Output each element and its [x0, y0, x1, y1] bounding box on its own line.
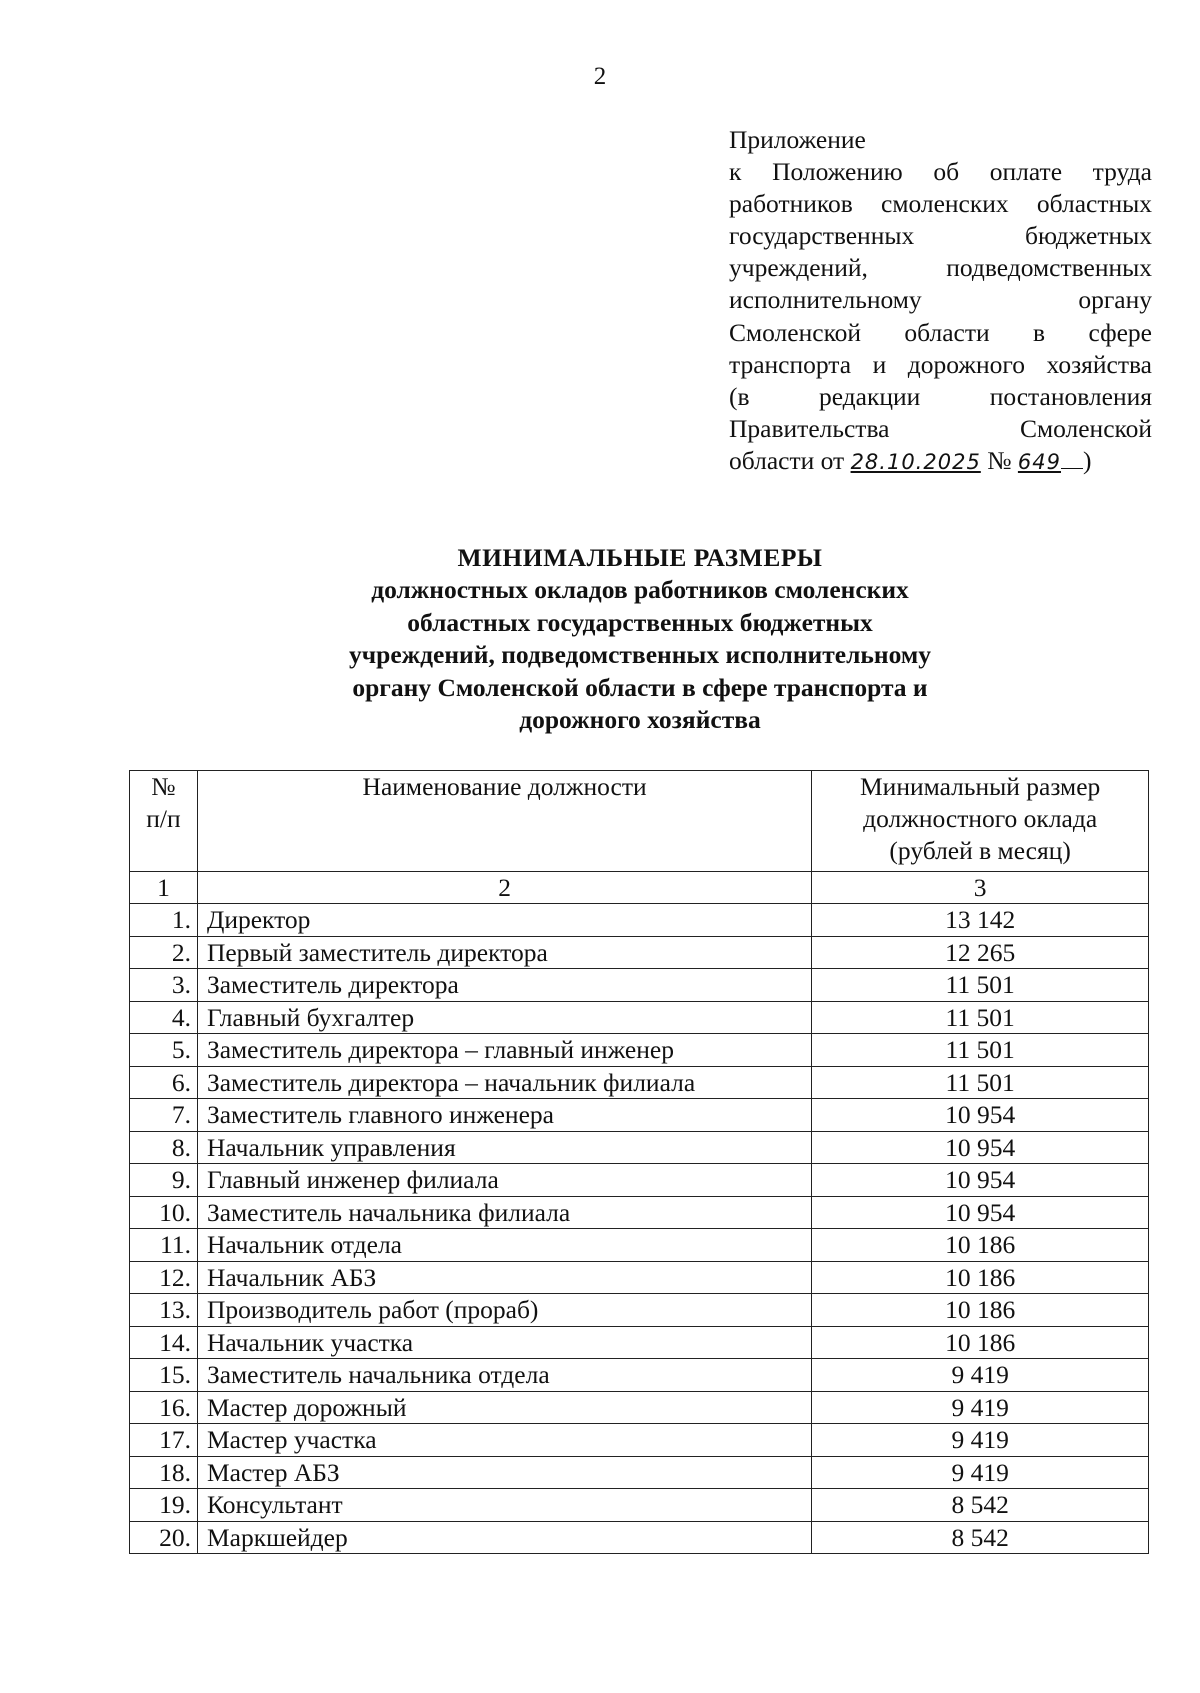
salary-cell: 10 954 — [812, 1164, 1149, 1197]
row-number-cell: 13. — [130, 1294, 198, 1327]
salary-cell: 13 142 — [812, 904, 1149, 937]
appendix-line: учреждений, подведомственных — [729, 253, 1152, 283]
salary-cell: 8 542 — [812, 1489, 1149, 1522]
table-row — [130, 1521, 1149, 1554]
page-number: 2 — [593, 63, 607, 90]
heading-line: дорожного хозяйства — [519, 705, 761, 735]
column-number: 2 — [197, 872, 811, 904]
row-number-cell: 20. — [130, 1521, 198, 1554]
table-row — [130, 969, 1149, 1002]
salary-cell: 8 542 — [812, 1521, 1149, 1554]
row-number-cell: 12. — [130, 1261, 198, 1294]
salary-cell: 11 501 — [812, 1001, 1149, 1034]
number-sign: № — [987, 445, 1012, 475]
position-cell: Первый заместитель директора — [197, 936, 811, 969]
column-number: 1 — [130, 872, 198, 904]
position-cell: Мастер участка — [197, 1424, 811, 1457]
header-position-label: Наименование должности — [362, 772, 647, 801]
position-cell: Заместитель директора – начальник филиала — [197, 1066, 811, 1099]
heading-line: органу Смоленской области в сфере транспорта и — [352, 672, 928, 702]
position-cell: Заместитель главного инженера — [197, 1099, 811, 1132]
heading-line: должностных окладов работников смоленских — [371, 575, 909, 605]
table-row — [130, 936, 1149, 969]
position-cell: Начальник управления — [197, 1131, 811, 1164]
appendix-block — [729, 124, 1152, 478]
position-cell: Начальник участка — [197, 1326, 811, 1359]
salary-cell: 9 419 — [812, 1391, 1149, 1424]
position-cell: Мастер АБЗ — [197, 1456, 811, 1489]
row-number-cell: 17. — [130, 1424, 198, 1457]
table-row — [130, 1294, 1149, 1327]
row-number-cell: 6. — [130, 1066, 198, 1099]
salary-cell: 10 954 — [812, 1099, 1149, 1132]
column-number: 3 — [812, 872, 1149, 904]
position-cell: Главный бухгалтер — [197, 1001, 811, 1034]
salary-cell: 10 186 — [812, 1294, 1149, 1327]
handwritten-date: 28.10.2025 — [850, 449, 981, 474]
row-number-cell: 9. — [130, 1164, 198, 1197]
column-number-row — [130, 872, 1149, 904]
header-salary-line1: Минимальный размер — [860, 772, 1101, 801]
position-cell: Заместитель директора – главный инженер — [197, 1034, 811, 1067]
appendix-line: работников смоленских областных — [729, 189, 1152, 219]
appendix-line: транспорта и дорожного хозяйства — [729, 349, 1152, 379]
position-cell: Заместитель директора — [197, 969, 811, 1002]
table-row — [130, 1001, 1149, 1034]
row-number-cell: 15. — [130, 1359, 198, 1392]
salary-cell: 10 186 — [812, 1326, 1149, 1359]
table-row — [130, 1131, 1149, 1164]
row-number-cell: 2. — [130, 936, 198, 969]
position-cell: Маркшейдер — [197, 1521, 811, 1554]
salary-cell: 11 501 — [812, 969, 1149, 1002]
position-cell: Главный инженер филиала — [197, 1164, 811, 1197]
header-num-line2: п/п — [146, 804, 181, 833]
table-row — [130, 1066, 1149, 1099]
table-row — [130, 1229, 1149, 1262]
position-cell: Директор — [197, 904, 811, 937]
salary-cell: 9 419 — [812, 1456, 1149, 1489]
appendix-date-line — [729, 445, 1152, 478]
position-cell: Производитель работ (прораб) — [197, 1294, 811, 1327]
position-cell: Заместитель начальника филиала — [197, 1196, 811, 1229]
number-underline — [1061, 446, 1083, 469]
table-row — [130, 1099, 1149, 1132]
heading-title: МИНИМАЛЬНЫЕ РАЗМЕРЫ — [457, 543, 823, 572]
row-number-cell: 8. — [130, 1131, 198, 1164]
salary-cell: 9 419 — [812, 1424, 1149, 1457]
table-row — [130, 904, 1149, 937]
handwritten-number: 649 — [1017, 449, 1061, 474]
table-row — [130, 1424, 1149, 1457]
heading-line: учреждений, подведомственных исполнительному — [349, 640, 931, 670]
row-number-cell: 18. — [130, 1456, 198, 1489]
header-num-line1: № — [151, 772, 176, 801]
header-salary — [812, 771, 1149, 872]
position-cell: Начальник АБЗ — [197, 1261, 811, 1294]
table-body — [130, 904, 1149, 1554]
table-row — [130, 1456, 1149, 1489]
table-row — [130, 1261, 1149, 1294]
table-row — [130, 1489, 1149, 1522]
salary-cell: 12 265 — [812, 936, 1149, 969]
row-number-cell: 7. — [130, 1099, 198, 1132]
salary-table — [129, 770, 1149, 1554]
row-number-cell: 11. — [130, 1229, 198, 1262]
salary-cell: 10 954 — [812, 1131, 1149, 1164]
salary-cell: 10 954 — [812, 1196, 1149, 1229]
header-position — [197, 771, 811, 872]
row-number-cell: 14. — [130, 1326, 198, 1359]
appendix-line: (в редакции постановления — [729, 381, 1152, 411]
row-number-cell: 10. — [130, 1196, 198, 1229]
appendix-title: Приложение — [729, 125, 866, 154]
table-row — [130, 1326, 1149, 1359]
table-header-row — [130, 771, 1149, 872]
appendix-line: исполнительному органу — [729, 285, 1152, 315]
header-salary-line2: должностного оклада — [863, 804, 1098, 833]
table-row — [130, 1034, 1149, 1067]
appendix-line: Правительства Смоленской — [729, 413, 1152, 443]
row-number-cell: 19. — [130, 1489, 198, 1522]
salary-cell: 10 186 — [812, 1261, 1149, 1294]
row-number-cell: 5. — [130, 1034, 198, 1067]
position-cell: Начальник отдела — [197, 1229, 811, 1262]
salary-cell: 11 501 — [812, 1034, 1149, 1067]
row-number-cell: 3. — [130, 969, 198, 1002]
position-cell: Мастер дорожный — [197, 1391, 811, 1424]
header-salary-line3: (рублей в месяц) — [889, 836, 1071, 865]
row-number-cell: 16. — [130, 1391, 198, 1424]
appendix-date-prefix: области от — [729, 445, 845, 475]
position-cell: Заместитель начальника отдела — [197, 1359, 811, 1392]
table-row — [130, 1359, 1149, 1392]
table-row — [130, 1164, 1149, 1197]
table-row — [130, 1196, 1149, 1229]
row-number-cell: 4. — [130, 1001, 198, 1034]
appendix-line: к Положению об оплате труда — [729, 157, 1152, 187]
salary-cell: 9 419 — [812, 1359, 1149, 1392]
table-row — [130, 1391, 1149, 1424]
closing-paren: ) — [1083, 445, 1092, 475]
salary-cell: 11 501 — [812, 1066, 1149, 1099]
appendix-line: государственных бюджетных — [729, 221, 1152, 251]
row-number-cell: 1. — [130, 904, 198, 937]
appendix-line: Смоленской области в сфере — [729, 317, 1152, 347]
document-heading — [250, 542, 1030, 736]
position-cell: Консультант — [197, 1489, 811, 1522]
salary-cell: 10 186 — [812, 1229, 1149, 1262]
header-num — [130, 771, 198, 872]
heading-line: областных государственных бюджетных — [407, 607, 873, 637]
